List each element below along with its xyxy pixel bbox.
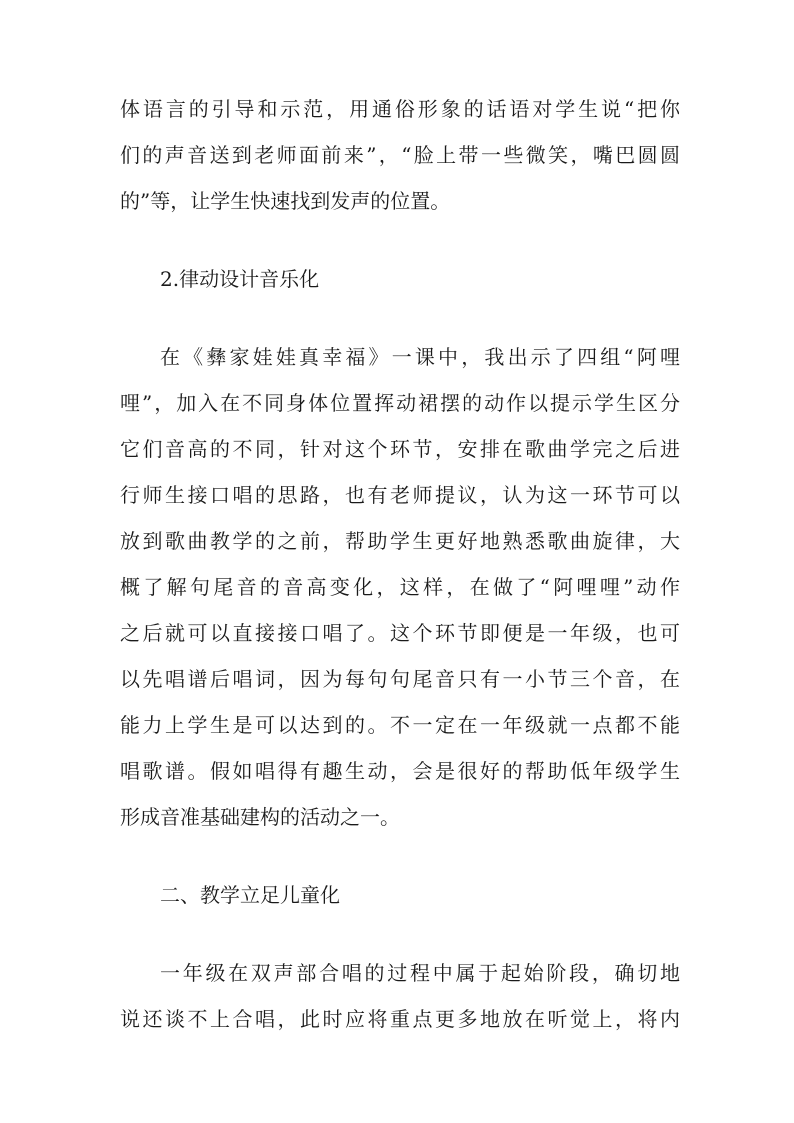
paragraph-2-line-2: 哩”，加入在不同身体位置挥动裙摆的动作以提示学生区分: [120, 391, 680, 415]
paragraph-2-line-3: 它们音高的不同，针对这个环节，安排在歌曲学完之后进: [120, 437, 680, 461]
section-heading-child-oriented-teaching: 二、教学立足儿童化: [160, 883, 340, 907]
paragraph-1-line-1: 体语言的引导和示范，用通俗形象的话语对学生说“把你: [120, 97, 680, 121]
paragraph-2-line-8: 以先唱谱后唱词，因为每句句尾音只有一小节三个音，在: [120, 667, 680, 691]
paragraph-2-line-10: 唱歌谱。假如唱得有趣生动，会是很好的帮助低年级学生: [120, 759, 680, 783]
paragraph-2-line-4: 行师生接口唱的思路，也有老师提议，认为这一环节可以: [120, 483, 680, 507]
paragraph-2-line-9: 能力上学生是可以达到的。不一定在一年级就一点都不能: [120, 713, 680, 737]
paragraph-1-line-3: 的”等，让学生快速找到发声的位置。: [120, 189, 451, 213]
paragraph-2-line-1: 在《彝家娃娃真幸福》一课中，我出示了四组“阿哩: [160, 345, 680, 369]
paragraph-1-line-2: 们的声音送到老师面前来”，“脸上带一些微笑，嘴巴圆圆: [120, 143, 680, 167]
paragraph-2-line-5: 放到歌曲教学的之前，帮助学生更好地熟悉歌曲旋律，大: [120, 529, 680, 553]
paragraph-3-line-1: 一年级在双声部合唱的过程中属于起始阶段，确切地: [160, 961, 680, 985]
paragraph-2-line-11: 形成音准基础建构的活动之一。: [120, 805, 400, 829]
paragraph-2-line-7: 之后就可以直接接口唱了。这个环节即便是一年级，也可: [120, 621, 680, 645]
paragraph-2-line-6: 概了解句尾音的音高变化，这样，在做了“阿哩哩”动作: [120, 575, 680, 599]
section-heading-rhythm-design: 2.律动设计音乐化: [160, 267, 320, 291]
paragraph-3-line-2: 说还谈不上合唱，此时应将重点更多地放在听觉上，将内: [120, 1007, 680, 1031]
